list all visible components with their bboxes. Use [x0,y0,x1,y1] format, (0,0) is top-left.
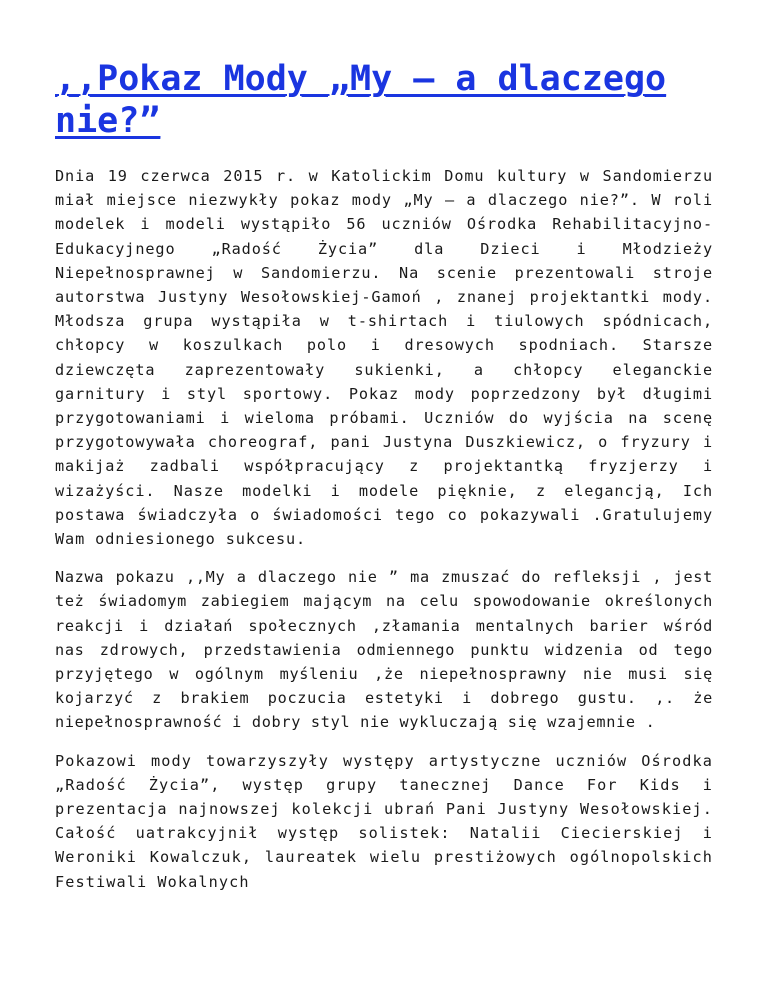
article-paragraph-3: Pokazowi mody towarzyszyły występy artystyczne uczniów Ośrodka „Radość Życia”, występ grupy tanecznej Dance For Kids i prezentacja najnowszej kolekcji ubrań Pani Justyny Wesołowskiej. Całość uatrakcyjnił występ solistek: Natalii Ciecierskiej i Weroniki Kowalczuk, laureatek wielu prestiżowych ogólnopolskich Festiwali Wokalnych [55,751,713,891]
article-title-link[interactable]: ,,Pokaz Mody „My – a dlaczego nie?” [55,59,667,141]
article-paragraph-1: Dnia 19 czerwca 2015 r. w Katolickim Domu kultury w Sandomierzu miał miejsce niezwykły pokaz mody „My – a dlaczego nie?”. W roli modelek i modeli wystąpiło 56 uczniów Ośrodka Rehabilitacyjno-Edukacyjnego „Radość Życia” dla Dzieci i Młodzieży Niepełnosprawnej w Sandomierzu. Na scenie prezentowali stroje autorstwa Justyny Wesołowskiej-Gamoń , znanej projektantki mody. Młodsza grupa wystąpiła w t-shirtach i tiulowych spódnicach, chłopcy w koszulkach polo i dresowych spodniach. Starsze dziewczęta zaprezentowały sukienki, a chłopcy eleganckie garnitury i styl sportowy. Pokaz mody poprzedzony był długimi przygotowaniami i wieloma próbami. Uczniów do wyjścia na scenę przygotowywała choreograf, pani Justyna Duszkiewicz, o fryzury i makijaż zadbali współpracujący z projektantką fryzjerzy i wizażyści. Nasze modelki i modele pięknie, z elegancją, Ich postawa świadczyła o świadomości tego co pokazywali .Gratulujemy Wam odniesionego sukcesu. [55,167,713,549]
article-title [55,58,713,142]
article [55,58,713,908]
article-paragraph-2: Nazwa pokazu ,,My a dlaczego nie ” ma zmuszać do refleksji , jest też świadomym zabiegiem mającym na celu spowodowanie określonych reakcji i działań społecznych ,złamania mentalnych barier wśród nas zdrowych, przedstawienia odmiennego punktu widzenia od tego przyjętego w ogólnym myśleniu ,że niepełnosprawny nie musi się kojarzyć z brakiem poczucia estetyki i dobrego gustu. ,. że niepełnosprawność i dobry styl nie wykluczają się wzajemnie . [55,568,713,732]
